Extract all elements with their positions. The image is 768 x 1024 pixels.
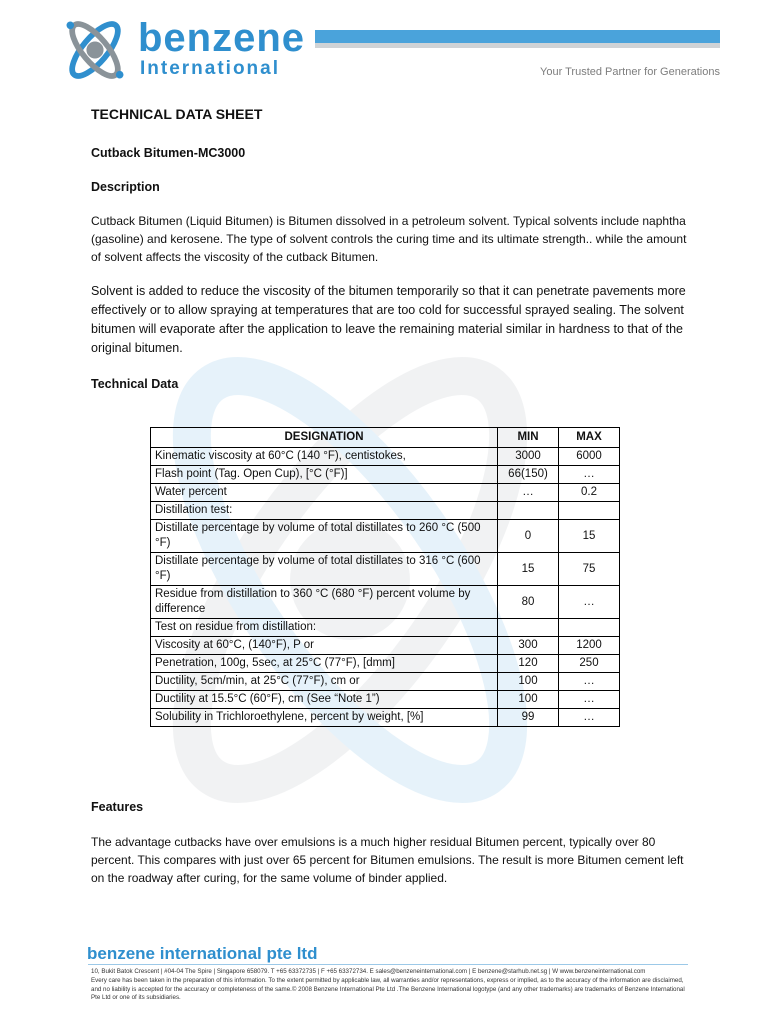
footer-text: [91, 968, 691, 1003]
cell-designation: Penetration, 100g, 5sec, at 25°C (77°F), [dmm]: [151, 655, 498, 673]
cell-min: 0: [498, 520, 559, 553]
cell-designation: Kinematic viscosity at 60°C (140 °F), centistokes,: [151, 448, 498, 466]
column-header-max: MAX: [559, 428, 620, 448]
cell-max: [559, 619, 620, 637]
description-paragraph-1: Cutback Bitumen (Liquid Bitumen) is Bitumen dissolved in a petroleum solvent. Typical solvents include naphtha (gasoline) and kerosene. The type of solvent controls the curing time and its ultimate strength.. while the amount of solvent affects the viscosity of the cutback Bitumen.: [91, 214, 687, 264]
tagline: Your Trusted Partner for Generations: [540, 66, 720, 78]
cell-designation: Test on residue from distillation:: [151, 619, 498, 637]
cell-min: [498, 619, 559, 637]
product-name: Cutback Bitumen-MC3000: [91, 146, 246, 160]
cell-designation: Ductility at 15.5°C (60°F), cm (See “Note 1”): [151, 691, 498, 709]
table-header-row: [151, 428, 620, 448]
table-row: [151, 673, 620, 691]
table-row: [151, 691, 620, 709]
cell-designation: Ductility, 5cm/min, at 25°C (77°F), cm or: [151, 673, 498, 691]
column-header-designation: DESIGNATION: [151, 428, 498, 448]
table-row: [151, 448, 620, 466]
brand-subtitle: International: [140, 58, 281, 79]
table-row: [151, 655, 620, 673]
cell-min: [498, 502, 559, 520]
table-row: [151, 502, 620, 520]
table-row: [151, 586, 620, 619]
table-row: [151, 637, 620, 655]
cell-min: 120: [498, 655, 559, 673]
cell-min: 99: [498, 709, 559, 727]
footer-address: 10, Bukit Batok Crescent | #04-04 The Spire | Singapore 658079. T +65 63372735 | F +65 63372734. E sales@benzeneinternational.com | E benzene@starhub.net.sg | W www.benzeneinternational.com: [91, 968, 646, 975]
cell-max: …: [559, 691, 620, 709]
cell-max: …: [559, 709, 620, 727]
features-paragraph: The advantage cutbacks have over emulsions is a much higher residual Bitumen percent, typically over 80 percent. This compares with just over 65 percent for Bitumen emulsions. The result is more Bitumen cement left on the roadway after curing, for the same volume of binder applied.: [91, 835, 684, 885]
cell-max: 1200: [559, 637, 620, 655]
footer-company-name: benzene international pte ltd: [87, 944, 318, 963]
cell-min: 15: [498, 553, 559, 586]
cell-min: 100: [498, 691, 559, 709]
header-bar-grey: [315, 43, 720, 48]
description-heading: Description: [91, 180, 160, 194]
cell-max: 0.2: [559, 484, 620, 502]
cell-designation: Water percent: [151, 484, 498, 502]
cell-max: 75: [559, 553, 620, 586]
technical-data-heading: Technical Data: [91, 377, 179, 391]
footer-disclaimer: Every care has been taken in the preparation of this information. To the extent permitted by applicable law, all warranties and/or representations, express or implied, as to the accuracy of the information are disclaimed, and no liability is accepted for the accuracy or completeness of the same.© 2008 Benzene International Pte Ltd .The Benzene International logotype (and any other trademarks) are trademarks of Benzene International Pte Ltd or one of its subsidiaries.: [91, 976, 685, 1002]
cell-designation: Distillate percentage by volume of total distillates to 260 °C (500 °F): [151, 520, 498, 553]
column-header-min: MIN: [498, 428, 559, 448]
cell-max: [559, 502, 620, 520]
table-row: [151, 553, 620, 586]
cell-designation: Flash point (Tag. Open Cup), [°C (°F)]: [151, 466, 498, 484]
features-heading: Features: [91, 800, 144, 814]
header-bar-blue: [315, 30, 720, 43]
cell-max: 15: [559, 520, 620, 553]
cell-designation: Solubility in Trichloroethylene, percent by weight, [%]: [151, 709, 498, 727]
cell-max: …: [559, 673, 620, 691]
table-row: [151, 484, 620, 502]
technical-data-table: [150, 427, 620, 727]
cell-min: 80: [498, 586, 559, 619]
table-row: [151, 619, 620, 637]
cell-min: 3000: [498, 448, 559, 466]
table-row: [151, 709, 620, 727]
footer-divider: [88, 964, 688, 965]
cell-max: 250: [559, 655, 620, 673]
atom-logo-icon: [56, 12, 134, 88]
table-row: [151, 466, 620, 484]
cell-designation: Residue from distillation to 360 °C (680 °F) percent volume by difference: [151, 586, 498, 619]
cell-designation: Viscosity at 60°C, (140°F), P or: [151, 637, 498, 655]
table-row: [151, 520, 620, 553]
cell-min: …: [498, 484, 559, 502]
cell-designation: Distillation test:: [151, 502, 498, 520]
cell-min: 100: [498, 673, 559, 691]
cell-min: 300: [498, 637, 559, 655]
cell-min: 66(150): [498, 466, 559, 484]
document-title: TECHNICAL DATA SHEET: [91, 106, 263, 122]
cell-max: …: [559, 466, 620, 484]
cell-max: …: [559, 586, 620, 619]
cell-max: 6000: [559, 448, 620, 466]
brand-name: benzene: [138, 16, 306, 60]
description-paragraph-2: Solvent is added to reduce the viscosity of the bitumen temporarily so that it can penetrate pavements more effectively or to allow spraying at temperatures that are too cold for successful sprayed sealing. The solvent bitumen will evaporate after the application to leave the remaining material similar in hardness to that of the original bitumen.: [91, 284, 686, 355]
cell-designation: Distillate percentage by volume of total distillates to 316 °C (600 °F): [151, 553, 498, 586]
